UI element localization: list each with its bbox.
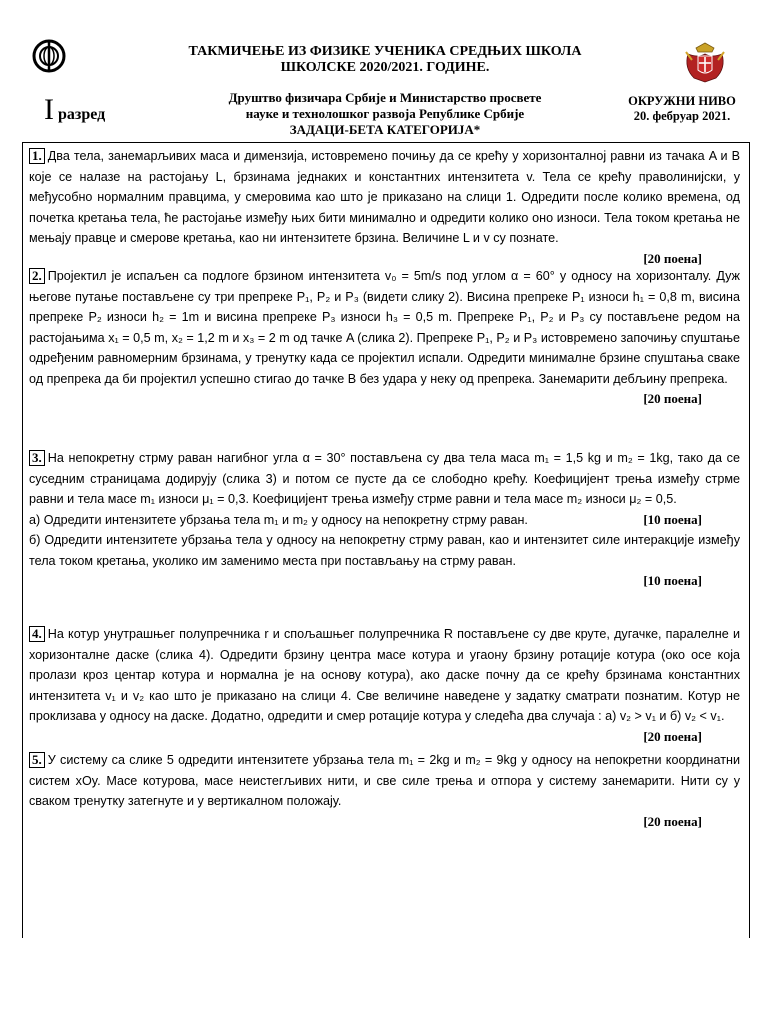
part-a-points: [10 поена] — [643, 511, 702, 527]
task-text: На непокретну стрму раван нагибног угла α = 30° постављена су два тела маса m₁ = 1,5 kg и m₂ = 1kg, тако да се суседним страницама додирују (слика 3) и потом се пусте да се слободно крећу. Коефицијент трења између стрме равни и тела масе m₁ износи μ₁ = 0,3. Коефицијент трења између стрме равни и тела масе m₂ износи μ₂ = 0,5. — [29, 451, 740, 506]
title-line-2: ШКОЛСКЕ 2020/2021. ГОДИНЕ. — [280, 60, 490, 75]
title-line-1: ТАКМИЧЕЊЕ ИЗ ФИЗИКЕ УЧЕНИКА СРЕДЊИХ ШКОЛА — [188, 44, 582, 59]
task-points: [20 поена] — [643, 813, 702, 829]
task-number: 2. — [29, 268, 45, 284]
task-3-part-a — [29, 510, 740, 531]
task-3 — [29, 448, 740, 592]
part-a-text: а) Одредити интензитете убрзања тела m₁ и m₂ у односу на непокретну стрму раван. — [29, 512, 528, 527]
task-number: 1. — [29, 148, 45, 164]
level-label: ОКРУЖНИ НИВО — [628, 94, 736, 108]
org-line-1: Друштво физичара Србије и Министарство просвете — [228, 90, 542, 105]
task-points: [20 поена] — [643, 391, 702, 406]
grade-label — [44, 93, 105, 127]
task-4 — [29, 624, 740, 747]
level-date-block — [606, 94, 758, 124]
org-line-2: науке и технолошког развоја Републике Србије — [245, 106, 525, 121]
task-text: На котур унутрашњег полупречника r и спољашњег полупречника R постављене су две круте, дугачке, паралелне и хоризонталне даске (слика 4). Одредити брзину центра масе котура и угаону брзину ротације котура (око осе која пролази кроз центар котура и нормална је на основу котура), ако даске почну да се крећу брзинама константних интензитета v₁ и v₂ као што је приказано на слици 4. Све величине наведене у задатку сматрати познатим. Котур не проклизава у односу на даске. Додатно, одредити и смер ротације котура у следећа два случаја : а) v₂ > v₁ и б) v₂ < v₁. — [29, 627, 740, 723]
task-number: 4. — [29, 626, 45, 642]
grade-word: разред — [58, 106, 106, 123]
part-b-text: б) Одредити интензитете убрзања тела у односу на непокретну стрму раван, као и интензитет силе интеракције између тела током кретања, уколико им заменимо места при постављању на стрму раван. — [29, 533, 740, 568]
task-text: Пројектил је испаљен са подлоге брзином интензитета v₀ = 5m/s под углом α = 60° у односу на хоризонталу. Дуж његове путање постављене су три препреке P₁, P₂ и P₃ (видети слику 2). Висина препреке P₁ износи h₁ = 0,8 m, висина препреке P₂ износи h₂ = 1m и висина препреке P₃ износи h₃ = 0,5 m. Препреке P₁, P₂ и P₃ су постављене редом на растојањима x₁ = 0,5 m, x₂ = 1,2 m и x₃ = 2 m од тачке A (слика 2). Препреке P₁, P₂ и P₃ истовремено започињу спуштање одређеним равномерним брзинама, у тренутку када се пројектил испали. Одредити минималне брзине спуштања сваке од препрека да би пројектил успешно стигао до тачке B без удара у неку од препрека. Занемарити дебљину препрека. — [29, 269, 740, 386]
task-text: Два тела, занемарљивих маса и димензија, истовремено почињу да се крећу у хоризонталној равни из тачака A и B које се налазе на растојању L, брзинама једнаких и константних интензитета v. Тела се крећу праволинијски, у међусобно нормалним правцима, у смеровима као што је приказано на слици 1. Одредити после колико времена, од почетка кретања тела, ће растојање између њих бити минимално и одредити колико оно износи. Тела током кретања не мењају правце и смерове кретања, као ни интензитете брзина. Величине L и v су познате. — [29, 149, 740, 245]
task-2 — [29, 266, 740, 410]
grade-roman: I — [44, 93, 54, 126]
task-number: 5. — [29, 752, 45, 768]
task-text: У систему са слике 5 одредити интензитете убрзања тела m₁ = 2kg и m₂ = 9kg у односу на непокретни координатни систем xOy. Масе котурова, масе неистегљивих нити, и све силе трења и отпора у систему занемарити. Нити су у сваком тренутку затегнуте и у вертикалном положају. — [29, 753, 740, 808]
task-points: [20 поена] — [643, 728, 702, 744]
serbia-coat-of-arms-logo — [682, 40, 728, 84]
part-b-points: [10 поена] — [643, 573, 702, 588]
category-label: ЗАДАЦИ-БЕТА КАТЕГОРИЈА* — [289, 122, 481, 137]
organizer-block — [170, 90, 600, 138]
task-5 — [29, 750, 740, 832]
task-1 — [29, 146, 740, 269]
document-title — [150, 44, 620, 76]
task-number: 3. — [29, 450, 45, 466]
physics-society-logo — [32, 38, 66, 74]
date-label: 20. фебруар 2021. — [633, 109, 731, 123]
task-points: [20 поена] — [643, 250, 702, 266]
